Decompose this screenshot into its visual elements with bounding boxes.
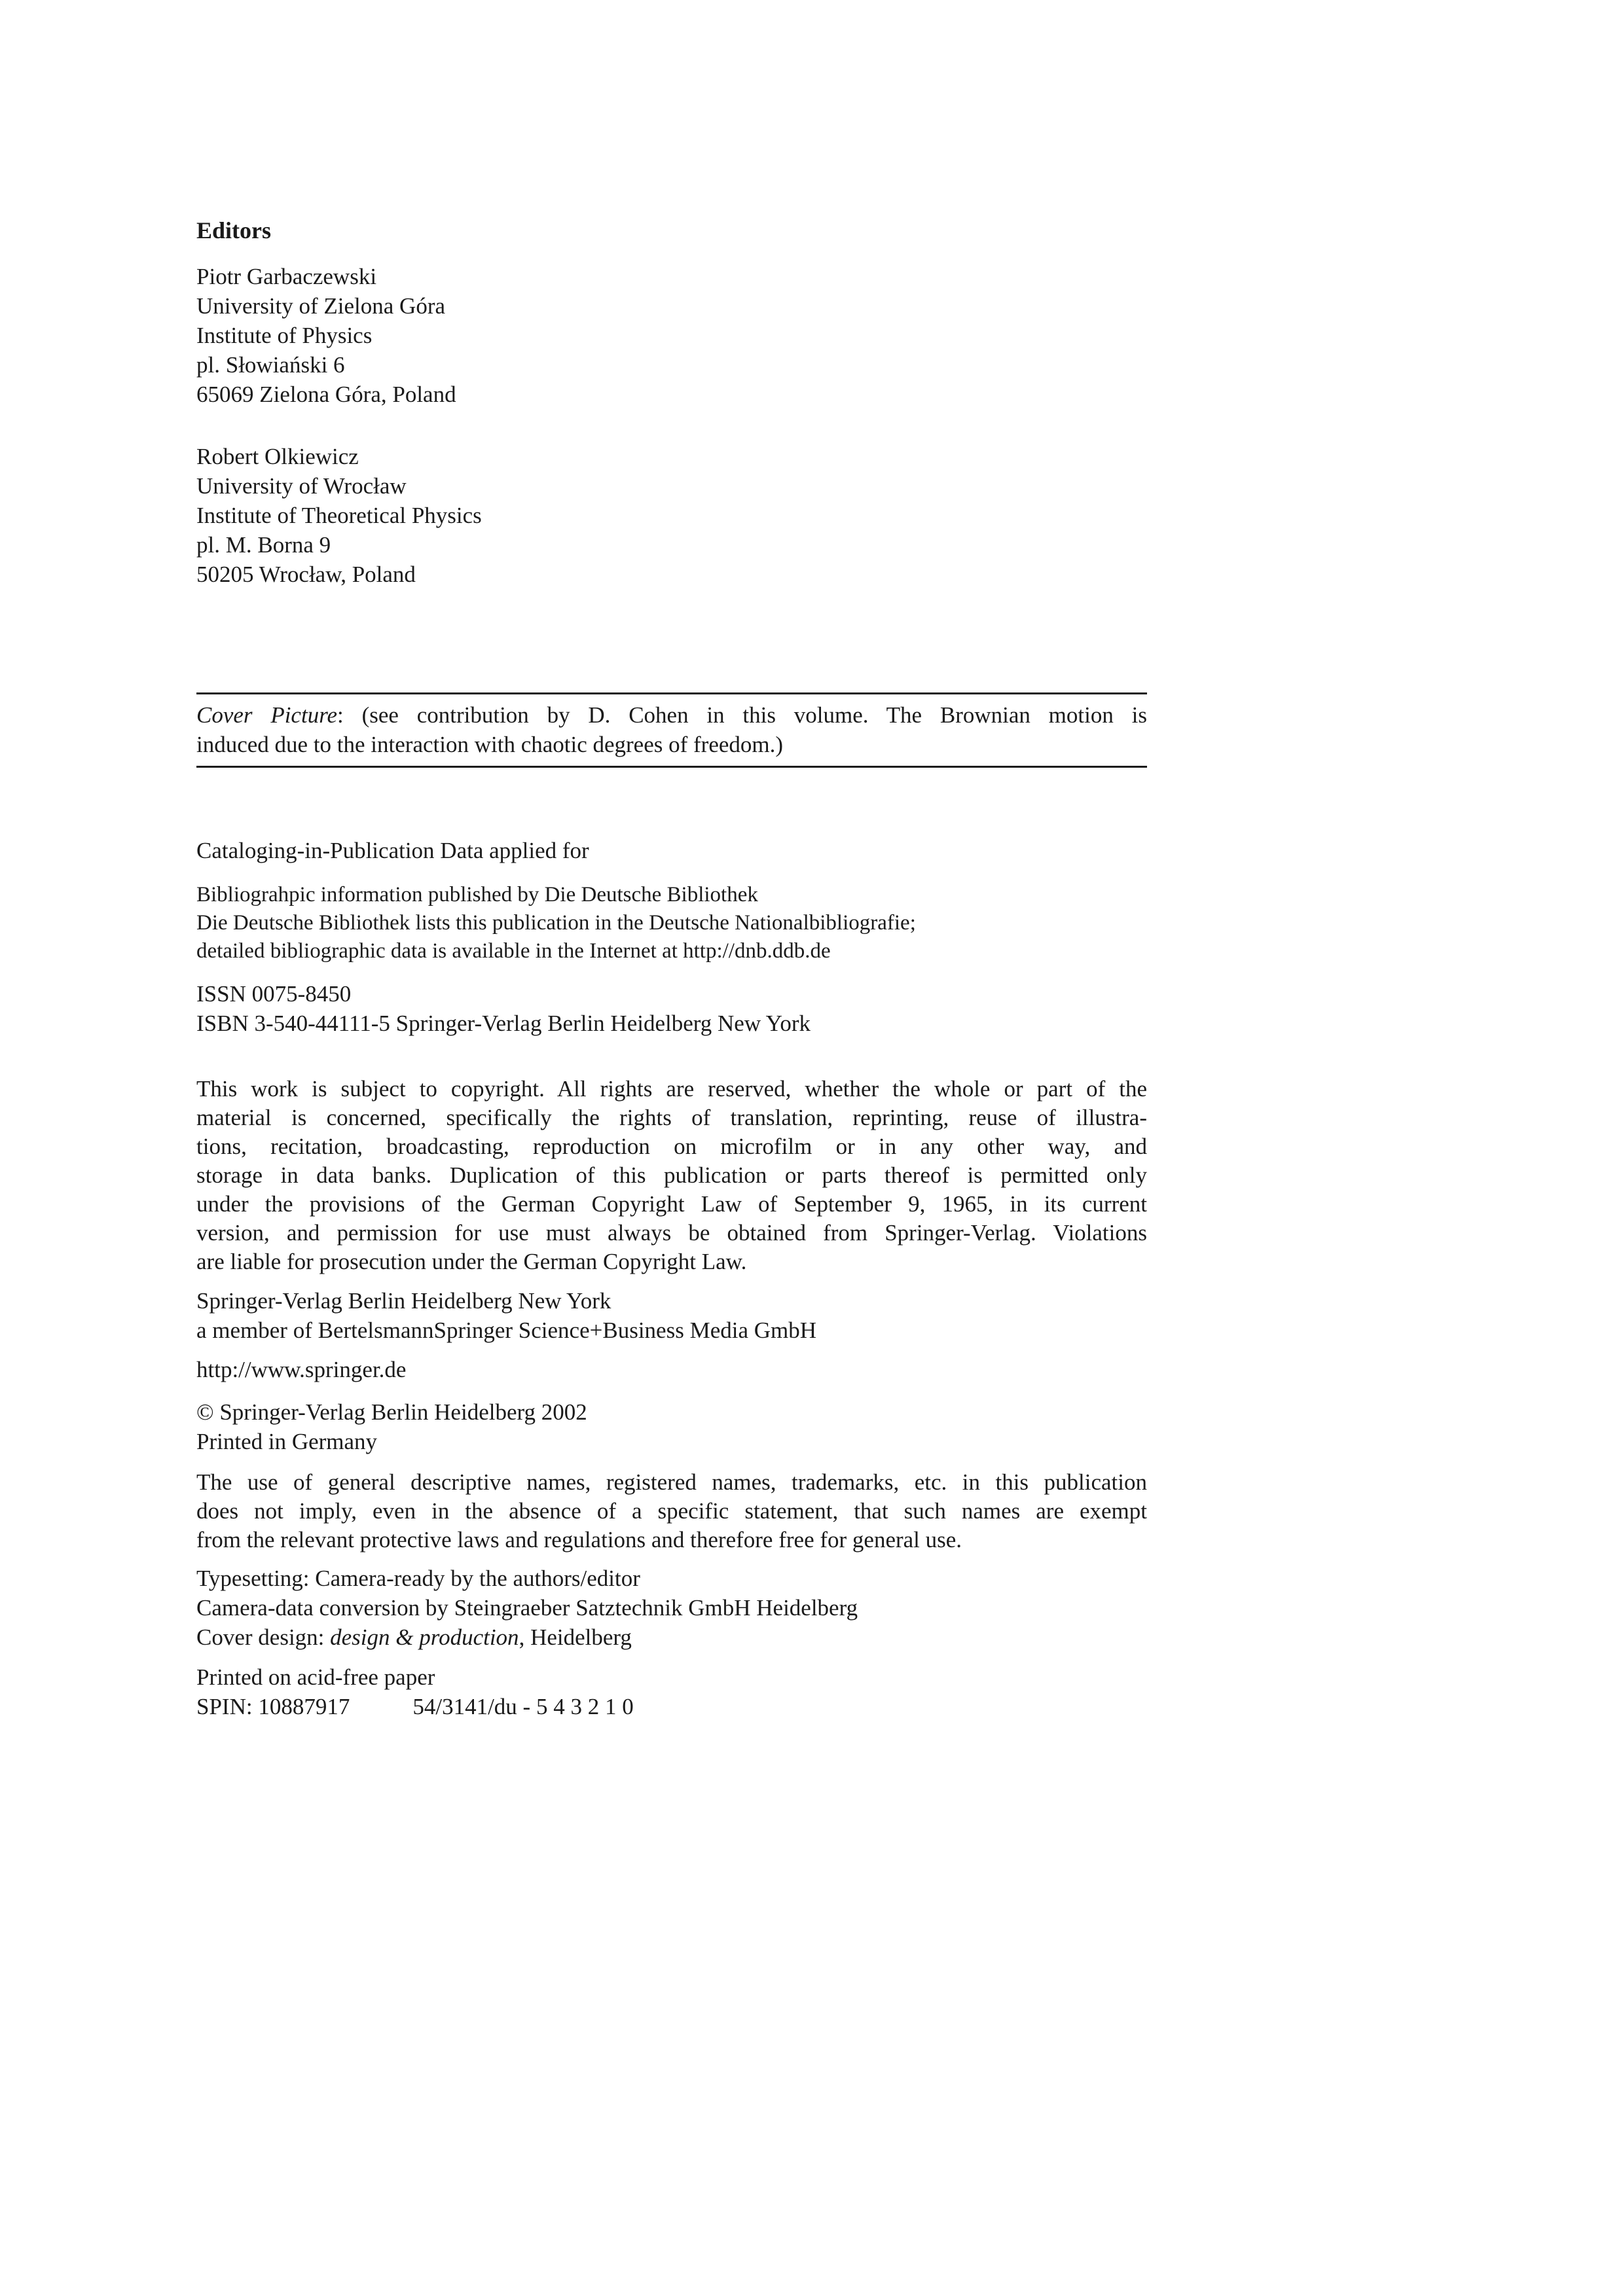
notice-line-5: under the provisions of the German Copyright Law of September 9, 1965, in its current xyxy=(196,1191,1147,1217)
spin-line xyxy=(196,1692,1147,1721)
editors-heading: Editors xyxy=(196,217,272,243)
copyright-line xyxy=(196,1397,1147,1456)
notice-line-2: material is concerned, specifically the rights of translation, reprinting, reuse of illustra- xyxy=(196,1105,1147,1130)
url-text: http://www.springer.de xyxy=(196,1357,407,1382)
cover-design-prefix: Cover design: xyxy=(196,1624,331,1650)
printed-in: Printed in Germany xyxy=(196,1429,378,1454)
editor-2-city: 50205 Wrocław, Poland xyxy=(196,562,416,587)
paper-info xyxy=(196,1662,1147,1721)
notice-line-6: version, and permission for use must always be obtained from Springer-Verlag. Violations xyxy=(196,1220,1147,1246)
notice-line-4: storage in data banks. Duplication of this publication or parts thereof is permitted only xyxy=(196,1162,1147,1188)
cip-title: Cataloging-in-Publication Data applied for xyxy=(196,838,589,863)
spin-number: SPIN: 10887917 xyxy=(196,1694,350,1719)
cover-bottom-rule xyxy=(196,766,1147,768)
editors-section xyxy=(196,216,1147,245)
editor-1-address xyxy=(196,262,1147,409)
data-conversion: Camera-data conversion by Steingraeber Satztechnik GmbH Heidelberg xyxy=(196,1595,858,1621)
editor-1-institute: Institute of Physics xyxy=(196,323,373,348)
trademark-line-2: does not imply, even in the absence of a specific statement, that such names are exempt xyxy=(196,1498,1147,1524)
editor-1-street: pl. Słowiański 6 xyxy=(196,352,345,378)
copyright-notice xyxy=(196,1075,1147,1276)
publisher-info xyxy=(196,1286,1147,1345)
copyright-text: © Springer-Verlag Berlin Heidelberg 2002 xyxy=(196,1399,587,1425)
cover-design-suffix: , Heidelberg xyxy=(519,1624,632,1650)
cover-label: Cover Picture xyxy=(196,702,338,728)
cover-design-studio: design & production xyxy=(330,1624,519,1650)
bibliographic-info xyxy=(196,881,1147,965)
editor-2-institute: Institute of Theoretical Physics xyxy=(196,503,482,528)
editor-1-university: University of Zielona Góra xyxy=(196,293,446,319)
notice-line-7: are liable for prosecution under the German Copyright Law. xyxy=(196,1249,747,1274)
publisher-line-2: a member of BertelsmannSpringer Science+Business Media GmbH xyxy=(196,1318,817,1343)
biblio-line-2: Die Deutsche Bibliothek lists this publication in the Deutsche Nationalbibliografie; xyxy=(196,911,916,935)
editor-2-name: Robert Olkiewicz xyxy=(196,444,359,469)
typesetting: Typesetting: Camera-ready by the authors/editor xyxy=(196,1566,640,1591)
editor-2-address xyxy=(196,442,1147,589)
trademark-line-1: The use of general descriptive names, registered names, trademarks, etc. in this publication xyxy=(196,1469,1147,1495)
trademark-line-3: from the relevant protective laws and regulations and therefore free for general use. xyxy=(196,1527,962,1552)
notice-line-1: This work is subject to copyright. All rights are reserved, whether the whole or part of the xyxy=(196,1076,1147,1102)
biblio-line-1: Bibliograhpic information published by Die Deutsche Bibliothek xyxy=(196,883,758,906)
publisher-url xyxy=(196,1355,1147,1384)
cover-line-1 xyxy=(196,700,1147,730)
cover-line-2: induced due to the interaction with chaotic degrees of freedom.) xyxy=(196,732,784,757)
editor-2-university: University of Wrocław xyxy=(196,473,407,499)
publisher-line-1: Springer-Verlag Berlin Heidelberg New York xyxy=(196,1288,611,1314)
editor-1-city: 65069 Zielona Góra, Poland xyxy=(196,382,456,407)
editor-1-name: Piotr Garbaczewski xyxy=(196,264,377,289)
cover-text-1: : (see contribution by D. Cohen in this volume. The Brownian motion is xyxy=(337,702,1147,728)
biblio-line-3: detailed bibliographic data is available in the Internet at http://dnb.ddb.de xyxy=(196,939,831,963)
production-info xyxy=(196,1564,1147,1652)
issn-isbn xyxy=(196,979,1147,1038)
cover-picture-note xyxy=(196,700,1147,759)
issn: ISSN 0075-8450 xyxy=(196,981,352,1007)
acid-free-paper: Printed on acid-free paper xyxy=(196,1664,435,1690)
spin-code: 54/3141/du - 5 4 3 2 1 0 xyxy=(412,1694,634,1719)
trademark-notice xyxy=(196,1468,1147,1554)
cover-top-rule xyxy=(196,692,1147,694)
isbn: ISBN 3-540-44111-5 Springer-Verlag Berlin Heidelberg New York xyxy=(196,1011,811,1036)
cip-section xyxy=(196,836,1147,865)
notice-line-3: tions, recitation, broadcasting, reproduction on microfilm or in any other way, and xyxy=(196,1134,1147,1159)
cover-design xyxy=(196,1623,1147,1652)
editor-2-street: pl. M. Borna 9 xyxy=(196,532,331,558)
